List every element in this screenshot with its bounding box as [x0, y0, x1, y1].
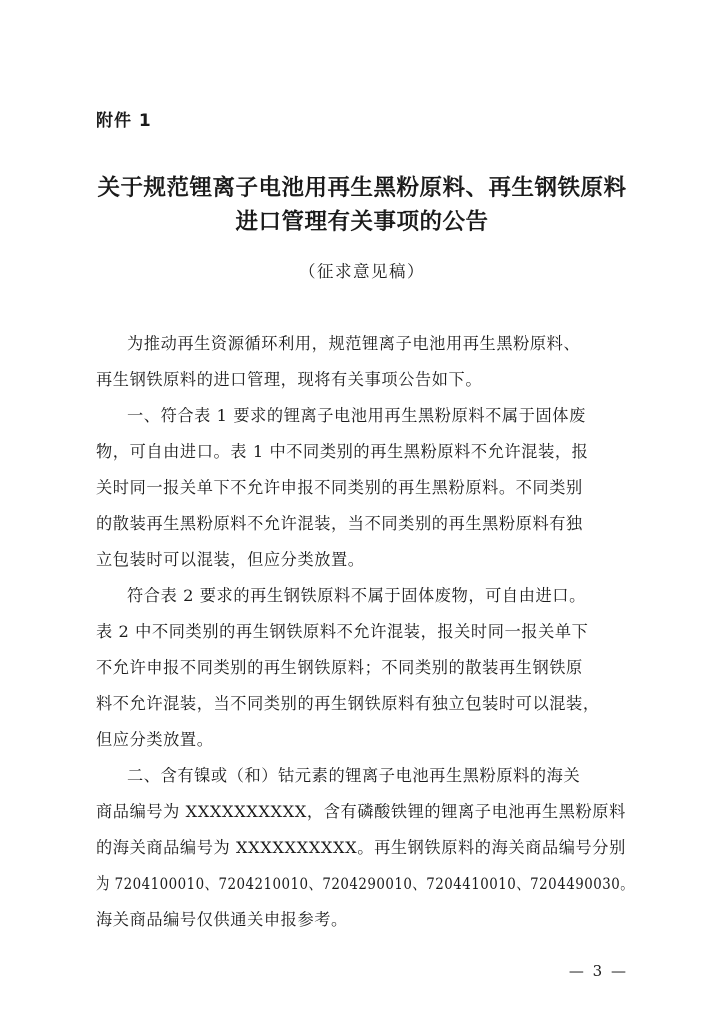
body-line: 再生钢铁原料的进口管理，现将有关事项公告如下。	[96, 370, 483, 389]
title-line-1: 关于规范锂离子电池用再生黑粉原料、再生钢铁原料	[97, 175, 627, 201]
body-line: 为推动再生资源循环利用，规范锂离子电池用再生黑粉原料、	[127, 334, 581, 353]
title-line-2: 进口管理有关事项的公告	[235, 209, 489, 235]
body-line: 关时同一报关单下不允许申报不同类别的再生黑粉原料。不同类别	[96, 478, 583, 497]
body-line: 立包装时可以混装，但应分类放置。	[96, 550, 365, 569]
body-line: 商品编号为 XXXXXXXXXX，含有磷酸铁锂的锂离子电池再生黑粉原料	[96, 802, 626, 821]
body-line: 但应分类放置。	[96, 730, 214, 749]
page-number: — 3 —	[568, 962, 628, 980]
body-line: 表 2 中不同类别的再生钢铁原料不允许混装，报关时同一报关单下	[96, 622, 589, 641]
body-line: 一、符合表 1 要求的锂离子电池用再生黑粉原料不属于固体废	[127, 406, 586, 425]
body-line: 符合表 2 要求的再生钢铁原料不属于固体废物，可自由进口。	[127, 586, 586, 605]
attachment-label: 附件 1	[96, 111, 152, 131]
body-line: 二、含有镍或（和）钴元素的锂离子电池再生黑粉原料的海关	[127, 766, 581, 785]
body-line: 的海关商品编号为 XXXXXXXXXX。再生钢铁原料的海关商品编号分别	[96, 838, 626, 857]
body-line: 为 7204100010、7204210010、7204290010、7204410010、7204490030。	[96, 874, 635, 893]
body-line: 料不允许混装，当不同类别的再生钢铁原料有独立包装时可以混装，	[96, 694, 600, 713]
body-line: 不允许申报不同类别的再生钢铁原料；不同类别的散装再生钢铁原	[96, 658, 583, 677]
draft-subtitle: （征求意见稿）	[299, 262, 425, 281]
body-line: 物，可自由进口。表 1 中不同类别的再生黑粉原料不允许混装，报	[96, 442, 589, 461]
body-line: 海关商品编号仅供通关申报参考。	[96, 910, 348, 929]
body-line: 的散装再生黑粉原料不允许混装，当不同类别的再生黑粉原料有独	[96, 514, 583, 533]
